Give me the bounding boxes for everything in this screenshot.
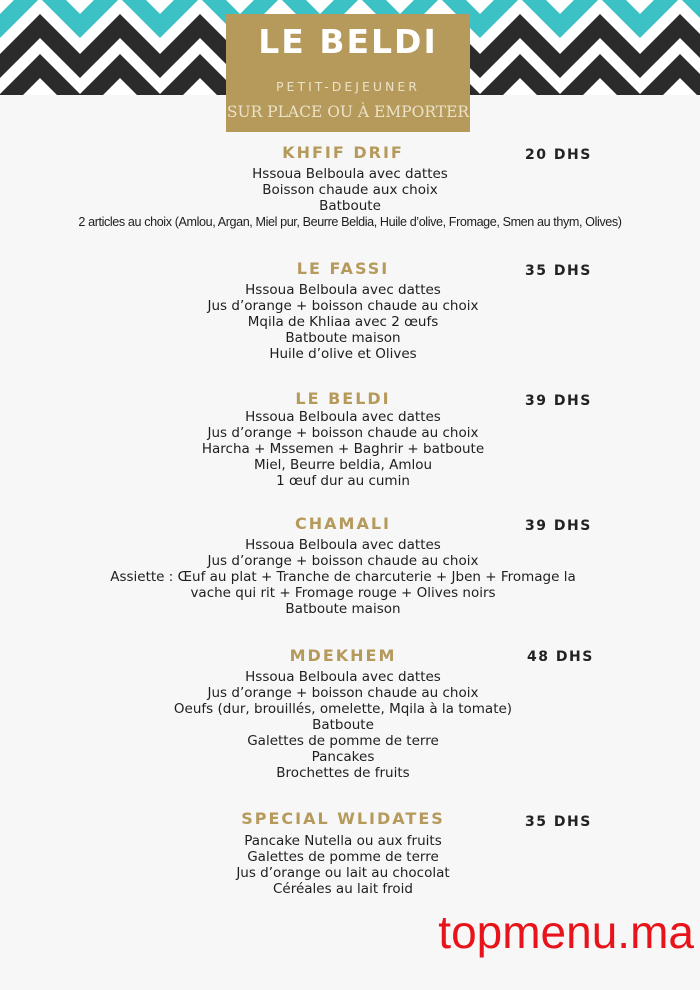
section-title: CHAMALI: [295, 514, 391, 533]
watermark-text: topmenu.ma: [438, 906, 694, 958]
menu-item: Galettes de pomme de terre: [247, 733, 439, 749]
section-title: SPECIAL WLIDATES: [241, 809, 445, 828]
menu-item: Jus d’orange ou lait au chocolat: [236, 865, 450, 881]
section-items: [0, 409, 686, 489]
section-items: [0, 669, 686, 781]
title-box: [226, 14, 470, 132]
menu-item: Jus d’orange + boisson chaude au choix: [207, 298, 479, 314]
section-price: 35 DHS: [525, 263, 592, 279]
menu-item: Jus d’orange + boisson chaude au choix: [207, 553, 479, 569]
menu-item: Batboute: [319, 198, 381, 214]
section-price: 35 DHS: [525, 814, 592, 830]
section-price: 39 DHS: [525, 393, 592, 409]
menu-item: Jus d’orange + boisson chaude au choix: [207, 685, 479, 701]
menu-item: Batboute maison: [285, 601, 401, 617]
menu-item: 1 œuf dur au cumin: [276, 473, 410, 489]
section-items: [0, 833, 686, 897]
section-title: LE FASSI: [296, 259, 390, 278]
menu-item: Hssoua Belboula avec dattes: [245, 537, 441, 553]
menu-item: Pancake Nutella ou aux fruits: [244, 833, 442, 849]
menu-item: Hssoua Belboula avec dattes: [245, 282, 441, 298]
brand-title: LE BELDI: [258, 22, 438, 61]
menu-item: Batboute maison: [285, 330, 401, 346]
menu-item: Brochettes de fruits: [276, 765, 410, 781]
menu-item: Céréales au lait froid: [272, 881, 413, 897]
section-items: [0, 282, 686, 362]
section-title: KHFIF DRIF: [282, 143, 404, 162]
menu-item: Hssoua Belboula avec dattes: [245, 409, 441, 425]
menu-subtitle: PETIT-DEJEUNER: [276, 79, 420, 94]
section-items: [0, 537, 686, 617]
menu-item: Hssoua Belboula avec dattes: [245, 669, 441, 685]
menu-item: Jus d’orange + boisson chaude au choix: [207, 425, 479, 441]
section-items: [0, 166, 700, 230]
section-title: MDEKHEM: [289, 646, 397, 665]
section-price: 20 DHS: [525, 147, 592, 163]
menu-item: Oeufs (dur, brouillés, omelette, Mqila à la tomate): [173, 701, 513, 717]
menu-item: Assiette : Œuf au plat + Tranche de charcuterie + Jben + Fromage la vache qui rit + Fromage rouge + Olives noirs: [110, 569, 576, 601]
menu-item: Boisson chaude aux choix: [262, 182, 438, 198]
menu-item: Pancakes: [311, 749, 375, 765]
menu-item: Harcha + Mssemen + Baghrir + batboute: [201, 441, 485, 457]
menu-item: Miel, Beurre beldia, Amlou: [253, 457, 433, 473]
menu-item: Galettes de pomme de terre: [247, 849, 439, 865]
menu-item: 2 articles au choix (Amlou, Argan, Miel pur, Beurre Beldia, Huile d’olive, Fromage, Smen au thym, Olives): [78, 215, 622, 229]
section-price: 39 DHS: [525, 518, 592, 534]
menu-item: Hssoua Belboula avec dattes: [252, 166, 448, 182]
section-title: LE BELDI: [295, 389, 391, 408]
menu-item: Mqila de Khliaa avec 2 œufs: [247, 314, 439, 330]
service-tagline: SUR PLACE OU À EMPORTER: [226, 103, 470, 121]
menu-item: Batboute: [312, 717, 374, 733]
section-price: 48 DHS: [527, 649, 594, 665]
menu-item: Huile d’olive et Olives: [269, 346, 417, 362]
